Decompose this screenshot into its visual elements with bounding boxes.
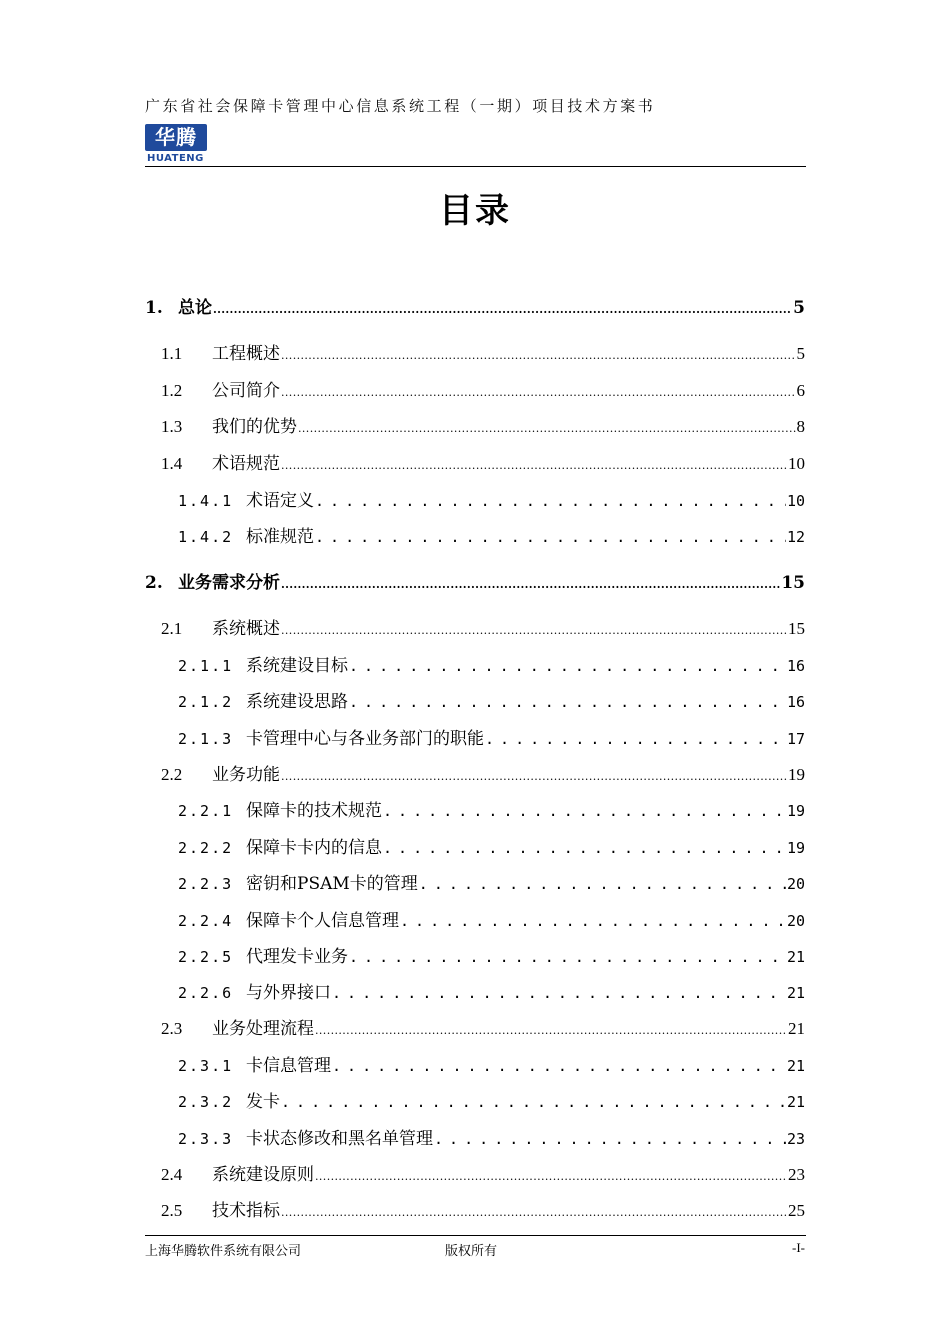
toc-entry-page: 8 — [796, 417, 805, 436]
toc-entry-page: 23 — [786, 1130, 805, 1148]
toc-entry-page: 21 — [786, 1057, 805, 1075]
toc-entry-page: 19 — [786, 839, 805, 857]
toc-entry-number: 2.1 — [161, 619, 183, 638]
toc-entry[interactable] — [145, 571, 805, 595]
toc-entry-label: 代理发卡业务 — [246, 947, 348, 967]
toc-dot-leader — [281, 452, 787, 478]
page-title: 目录 — [439, 191, 511, 231]
toc-entry-number: 1.4.1 — [178, 492, 234, 510]
toc-dot-leader — [281, 342, 796, 368]
toc-entry[interactable] — [178, 872, 805, 896]
header-divider — [145, 166, 806, 167]
toc-entry[interactable] — [178, 1090, 805, 1114]
toc-entry[interactable] — [161, 379, 805, 403]
toc-entry-number: 2.4 — [161, 1165, 183, 1184]
toc-entry-number: 2.2.6 — [178, 984, 234, 1002]
footer-divider — [145, 1235, 806, 1236]
toc-entry-label: 卡信息管理 — [246, 1056, 331, 1076]
toc-entry-label: 总论 — [178, 298, 212, 318]
toc-entry-number: 2.2.3 — [178, 875, 234, 893]
toc-entry[interactable] — [178, 836, 805, 860]
toc-entry[interactable] — [161, 763, 805, 787]
toc-entry-page: 21 — [786, 984, 805, 1002]
toc-dot-leader — [332, 1054, 786, 1078]
toc-entry-number: 2.2.1 — [178, 802, 234, 820]
toc-entry-page: 10 — [786, 492, 805, 510]
toc-entry-number: 1.2 — [161, 381, 183, 400]
footer-rights: 版权所有 — [445, 1244, 498, 1259]
toc-entry-number: 2.1.1 — [178, 657, 234, 675]
toc-entry-page: 6 — [796, 381, 805, 400]
toc-entry-number: 1.1 — [161, 344, 183, 363]
toc-entry-page: 20 — [786, 875, 805, 893]
toc-entry-page: 12 — [786, 528, 805, 546]
toc-entry-page: 15 — [788, 619, 805, 638]
toc-dot-leader — [298, 415, 796, 441]
toc-entry-label: 系统建设原则 — [212, 1165, 314, 1185]
toc-entry-number: 2. — [145, 573, 163, 593]
toc-entry-number: 2.3.2 — [178, 1093, 234, 1111]
toc-dot-leader — [315, 1163, 787, 1189]
toc-dot-leader — [315, 489, 786, 513]
toc-entry-page: 19 — [788, 765, 805, 784]
toc-entry-number: 2.3 — [161, 1019, 183, 1038]
toc-entry-page: 23 — [788, 1165, 805, 1184]
toc-entry-label: 保障卡个人信息管理 — [246, 911, 399, 931]
toc-entry-number: 1.3 — [161, 417, 183, 436]
toc-dot-leader — [400, 909, 786, 933]
toc-entry-label: 业务需求分析 — [178, 573, 280, 593]
toc-entry-label: 卡管理中心与各业务部门的职能 — [246, 729, 484, 749]
toc-entry-page: 20 — [786, 912, 805, 930]
toc-entry-number: 2.1.2 — [178, 693, 234, 711]
toc-entry-label: 卡状态修改和黑名单管理 — [246, 1129, 433, 1149]
toc-entry-number: 2.2 — [161, 765, 183, 784]
toc-entry-page: 16 — [786, 693, 805, 711]
toc-entry-number: 2.5 — [161, 1201, 183, 1220]
toc-entry-label: 保障卡的技术规范 — [246, 801, 382, 821]
logo-mark: 华腾 — [145, 124, 207, 151]
toc-dot-leader — [281, 571, 780, 597]
toc-entry[interactable] — [161, 415, 805, 439]
toc-entry[interactable] — [178, 489, 805, 513]
toc-entry-label: 系统建设目标 — [246, 656, 348, 676]
toc-entry-number: 2.3.1 — [178, 1057, 234, 1075]
toc-entry-page: 5 — [796, 344, 805, 363]
toc-entry[interactable] — [178, 525, 805, 549]
toc-entry-number: 2.3.3 — [178, 1130, 234, 1148]
toc-entry-label: 密钥和PSAM卡的管理 — [246, 874, 418, 894]
toc-dot-leader — [315, 525, 786, 549]
toc-entry-number: 2.2.5 — [178, 948, 234, 966]
toc-entry-label: 保障卡卡内的信息 — [246, 838, 382, 858]
toc-dot-leader — [383, 836, 786, 860]
toc-entry-label: 标准规范 — [246, 527, 314, 547]
toc-entry-number: 1.4.2 — [178, 528, 234, 546]
toc-entry[interactable] — [178, 909, 805, 933]
toc-entry[interactable] — [178, 727, 805, 751]
toc-entry[interactable] — [178, 1054, 805, 1078]
toc-dot-leader — [281, 1199, 787, 1225]
toc-entry[interactable] — [145, 296, 805, 320]
toc-entry[interactable] — [178, 799, 805, 823]
toc-entry[interactable] — [161, 1017, 805, 1041]
toc-entry-page: 21 — [788, 1019, 805, 1038]
toc-dot-leader — [349, 654, 786, 678]
toc-entry[interactable] — [161, 1199, 805, 1223]
toc-entry-number: 2.2.2 — [178, 839, 234, 857]
toc-entry-page: 5 — [793, 298, 805, 318]
toc-entry-page: 10 — [788, 454, 805, 473]
toc-dot-leader — [332, 981, 786, 1005]
toc-entry-label: 术语定义 — [246, 491, 314, 511]
toc-entry-page: 17 — [786, 730, 805, 748]
toc-entry-page: 16 — [786, 657, 805, 675]
huateng-logo — [145, 124, 227, 164]
toc-entry[interactable] — [178, 1127, 805, 1151]
toc-dot-leader — [434, 1127, 786, 1151]
toc-entry[interactable] — [178, 981, 805, 1005]
toc-dot-leader — [281, 617, 787, 643]
toc-entry-page: 15 — [781, 573, 805, 593]
toc-entry-label: 业务功能 — [212, 765, 280, 785]
toc-entry[interactable] — [161, 342, 805, 366]
toc-entry[interactable] — [161, 617, 805, 641]
toc-entry[interactable] — [161, 452, 805, 476]
toc-entry-number: 1.4 — [161, 454, 183, 473]
logo-wordmark: HUATENG — [147, 153, 204, 164]
toc-dot-leader — [349, 945, 786, 969]
toc-entry[interactable] — [178, 690, 805, 714]
toc-entry-label: 与外界接口 — [246, 983, 331, 1003]
footer-page-number: -I- — [792, 1240, 805, 1255]
toc-entry-label: 技术指标 — [212, 1201, 280, 1221]
toc-dot-leader — [281, 379, 796, 405]
toc-dot-leader — [281, 1090, 786, 1114]
toc-entry[interactable] — [161, 1163, 805, 1187]
toc-entry-page: 21 — [786, 1093, 805, 1111]
toc-entry-number: 1. — [145, 298, 163, 318]
toc-entry[interactable] — [178, 945, 805, 969]
toc-entry-number: 2.2.4 — [178, 912, 234, 930]
toc-entry-label: 工程概述 — [212, 344, 280, 364]
toc-dot-leader — [213, 296, 792, 322]
toc-dot-leader — [485, 727, 786, 751]
toc-dot-leader — [349, 690, 786, 714]
toc-entry-label: 业务处理流程 — [212, 1019, 314, 1039]
footer-company: 上海华腾软件系统有限公司 — [145, 1244, 302, 1259]
toc-entry[interactable] — [178, 654, 805, 678]
toc-dot-leader — [281, 763, 787, 789]
toc-dot-leader — [419, 872, 786, 896]
toc-dot-leader — [383, 799, 786, 823]
document-header-title: 广东省社会保障卡管理中心信息系统工程（一期）项目技术方案书 — [145, 97, 656, 115]
toc-entry-page: 21 — [786, 948, 805, 966]
toc-entry-label: 我们的优势 — [212, 417, 297, 437]
toc-entry-label: 术语规范 — [212, 454, 280, 474]
toc-dot-leader — [315, 1017, 787, 1043]
toc-entry-number: 2.1.3 — [178, 730, 234, 748]
toc-entry-label: 系统建设思路 — [246, 692, 348, 712]
toc-entry-page: 25 — [788, 1201, 805, 1220]
toc-entry-label: 公司简介 — [212, 381, 280, 401]
toc-entry-label: 发卡 — [246, 1092, 280, 1112]
toc-entry-page: 19 — [786, 802, 805, 820]
toc-entry-label: 系统概述 — [212, 619, 280, 639]
